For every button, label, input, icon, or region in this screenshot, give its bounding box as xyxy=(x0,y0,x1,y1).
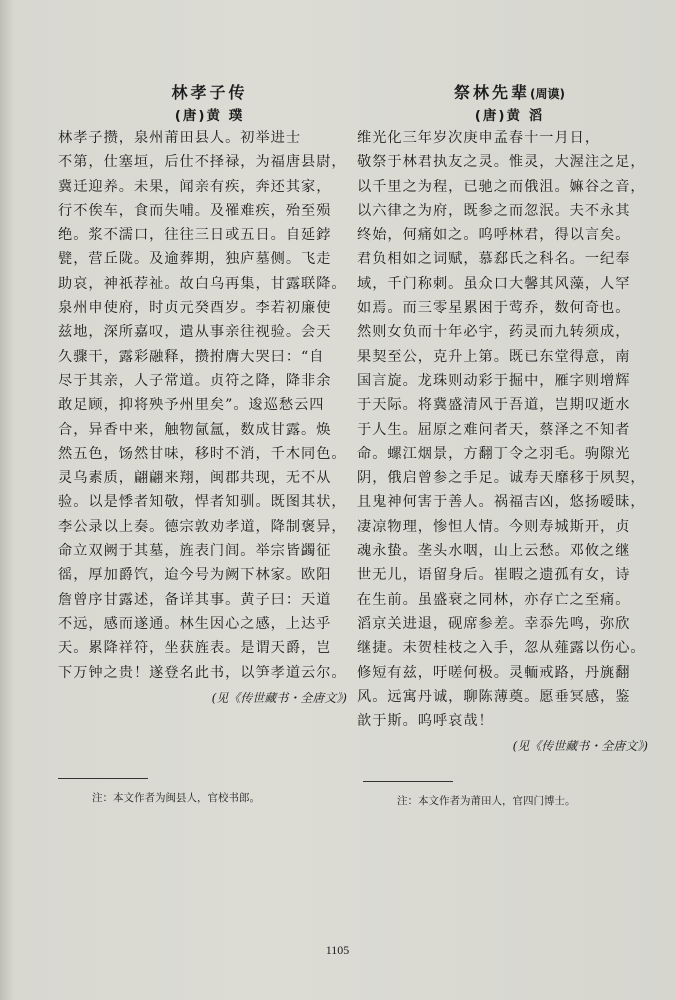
article-title: 林孝子传 xyxy=(171,83,248,102)
article-body: 维光化三年岁次庚申孟春十一月日， 敬祭于林君执友之灵。惟灵，大渥注之足， 以千里之为程，已驰之而俄沮。嫲谷之音， 以六律之为府，既参之而忽泯。夫不永其 终始，何痛如之。呜呼林君，得以言矣。 君负相如之词赋，慕郄氏之科名。一纪奉 域，千门称刺。虽众口大馨其风藻，人罕 如焉。而三零星累困于莺乔，数何奇也。 然则女负而十年必宇，药灵而九转须成， 果契至公，克升上第。既已东堂得意，南 国言旋。龙珠则动彩于掘中，雁字则增辉 于天际。将冀盛清风于吾道，岂期叹逝水 于人生。屈原之难问者天，蔡泽之不知者 命。螺江烟景，方翻丁令之羽毛。驹隙光 阴，俄启曾参之手足。诚寿天靡移于夙契， 且鬼神何害于善人。祸福吉凶，悠扬暧昧， 凄凉物理，惨怛人情。今则寿城斯开，贞 魂永蛰。垄头水咽，山上云愁。邓攸之继 世无儿，语留身后。崔暇之遗孤有女，诗 在生前。虽盛衰之同林，亦存亡之至痛。 滔京关进退，砚席参差。幸忝先鸣，弥欣 继捷。未贺桂枝之入手，忽从薤露以伤心。 修短有兹，吁嗟何极。灵輀戒路，丹旐翻 风。远寓丹诚，聊陈薄奠。愿垂冥感，鉴 歆于斯。呜呼哀哉！ xyxy=(357,130,646,730)
footnote-right: 注：本文作者为莆田人，官四门博士。 xyxy=(397,795,576,807)
footnote-left: 注：本文作者为闽县人，官校书郎。 xyxy=(92,792,260,804)
article-body: 林孝子攒，泉州莆田县人。初举进士 不第，仕塞垣，后仕不择禄，为福唐县尉， 冀迁迎养。未果，闻亲有疾，奔还其家， 行不俟车，食而失哺。及罹难疾，殆至殒 绝。浆不濡口，往往三日或五日。自延鋍 甓，营丘陇。及逾葬期，独庐墓侧。飞走 助哀，神祇荐祉。故白乌再集，甘露联降。 泉州申使府，时贞元癸酉岁。李若初廉使 兹地，深所嘉叹，遣从事亲往视验。会天 久骤干，露彩融释，攒拊膺大哭曰：“自 尽于其亲，人子常道。贞符之降，降非余 敢足顾，抑将殃予州里矣”。逡巡愁云四 合，异香中来，触物氤氲，数成甘露。焕 然五色，饧然甘味，移时不消，千木同色。 灵乌素质，翩翩来翔，闽郡共现，无不从 验。以是悸者知敬，悍者知驯。既图其状， 李公录以上奏。德宗敦劝孝道，降制褒异， 命立双阙于其墓，旌表门闾。举宗皆蠲征 徭，厚加爵饩，迨今号为阙下林家。欧阳 詹曾序甘露述，备详其事。黄子曰：天道 不远，感而遂通。林生因心之感，上达乎 天。累降祥符，坐获旌表。是谓天爵，岂 下万钟之贵！遂登名此书，以笋孝道云尔。 xyxy=(58,130,347,681)
source-citation: (见《传世藏书・全唐文》) xyxy=(211,690,347,705)
article-author: (唐)黄 璞 xyxy=(174,108,245,124)
article-left xyxy=(58,72,361,706)
article-author: (唐)黄 滔 xyxy=(474,108,545,124)
source-citation: (见《传世藏书・全唐文》) xyxy=(512,739,648,754)
article-title: 祭林先辈(周谟) xyxy=(454,83,565,102)
footnote-rule xyxy=(58,778,148,779)
article-right xyxy=(357,72,662,754)
footnote-rule xyxy=(363,781,453,782)
page-number: 1105 xyxy=(325,943,350,957)
